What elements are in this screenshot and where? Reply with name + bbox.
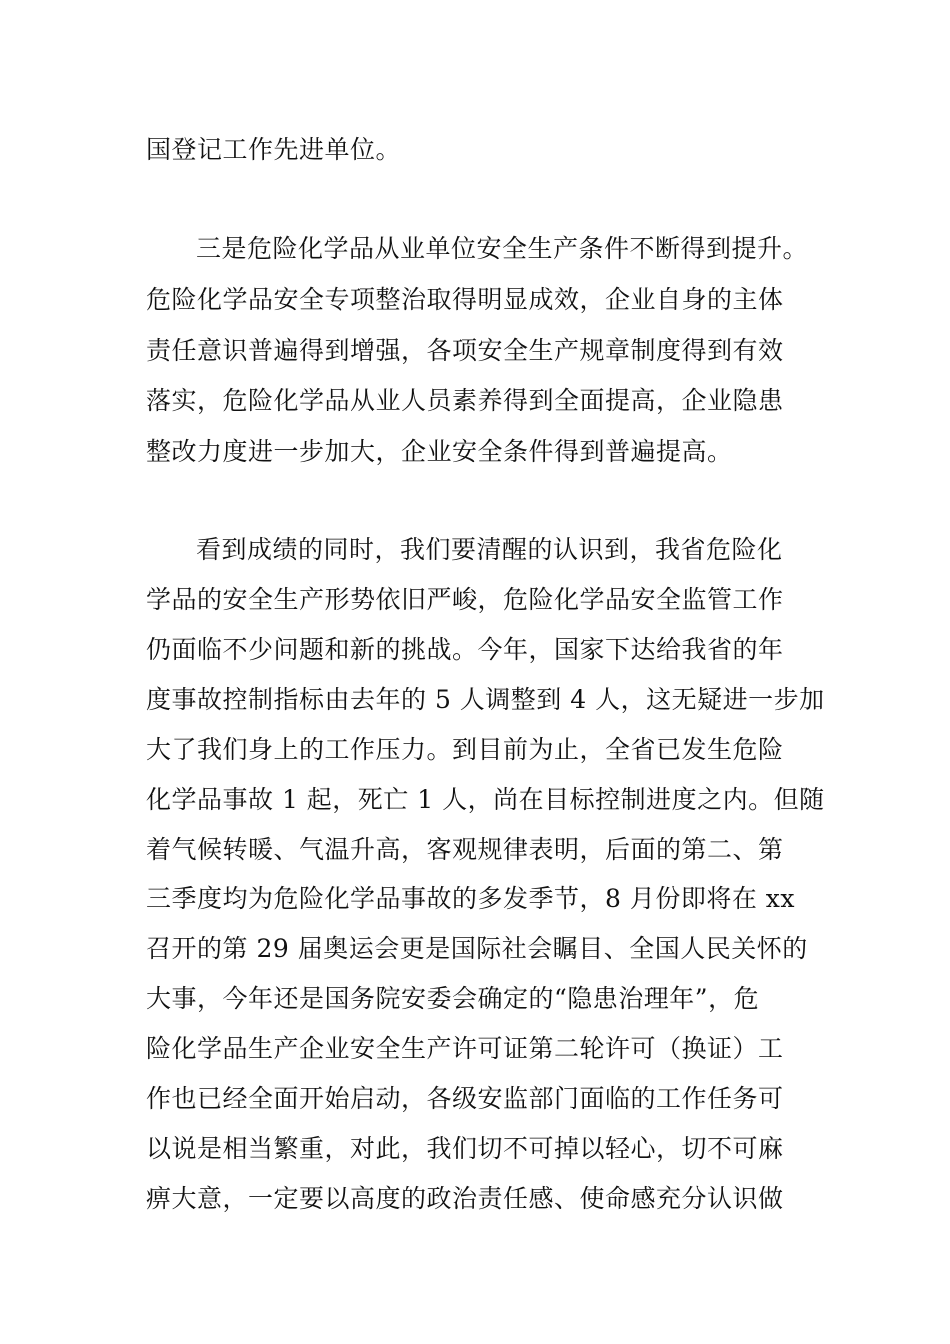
text-line: 整改力度进一步加大，企业安全条件得到普遍提高。 [146, 437, 733, 466]
text-line: 大了我们身上的工作压力。到目前为止，全省已发生危险 [146, 735, 784, 764]
text-line: 仍面临不少问题和新的挑战。今年，国家下达给我省的年 [146, 635, 784, 664]
text-line: 责任意识普遍得到增强，各项安全生产规章制度得到有效 [146, 336, 784, 365]
text-line: 度事故控制指标由去年的 5 人调整到 4 人，这无疑进一步加 [146, 685, 825, 714]
text-line: 国登记工作先进单位。 [146, 135, 402, 164]
text-line: 着气候转暖、气温升高，客观规律表明，后面的第二、第 [146, 835, 784, 864]
text-line: 学品的安全生产形势依旧严峻，危险化学品安全监管工作 [146, 585, 784, 614]
text-line: 险化学品生产企业安全生产许可证第二轮许可（换证）工 [146, 1034, 784, 1063]
text-line: 痹大意，一定要以高度的政治责任感、使命感充分认识做 [146, 1184, 784, 1213]
text-line: 大事，今年还是国务院安委会确定的“隐患治理年”，危 [146, 984, 760, 1013]
text-line: 召开的第 29 届奥运会更是国际社会瞩目、全国人民关怀的 [146, 934, 808, 963]
text-line: 落实，危险化学品从业人员素养得到全面提高，企业隐患 [146, 386, 784, 415]
text-line: 三是危险化学品从业单位安全生产条件不断得到提升。 [196, 234, 809, 263]
text-line: 以说是相当繁重，对此，我们切不可掉以轻心，切不可麻 [146, 1134, 784, 1163]
text-line: 化学品事故 1 起，死亡 1 人，尚在目标控制进度之内。但随 [146, 785, 825, 814]
text-line: 三季度均为危险化学品事故的多发季节，8 月份即将在 xx [146, 884, 795, 913]
text-line: 危险化学品安全专项整治取得明显成效，企业自身的主体 [146, 285, 784, 314]
text-line: 作也已经全面开始启动，各级安监部门面临的工作任务可 [146, 1084, 784, 1113]
text-line: 看到成绩的同时，我们要清醒的认识到，我省危险化 [196, 535, 783, 564]
